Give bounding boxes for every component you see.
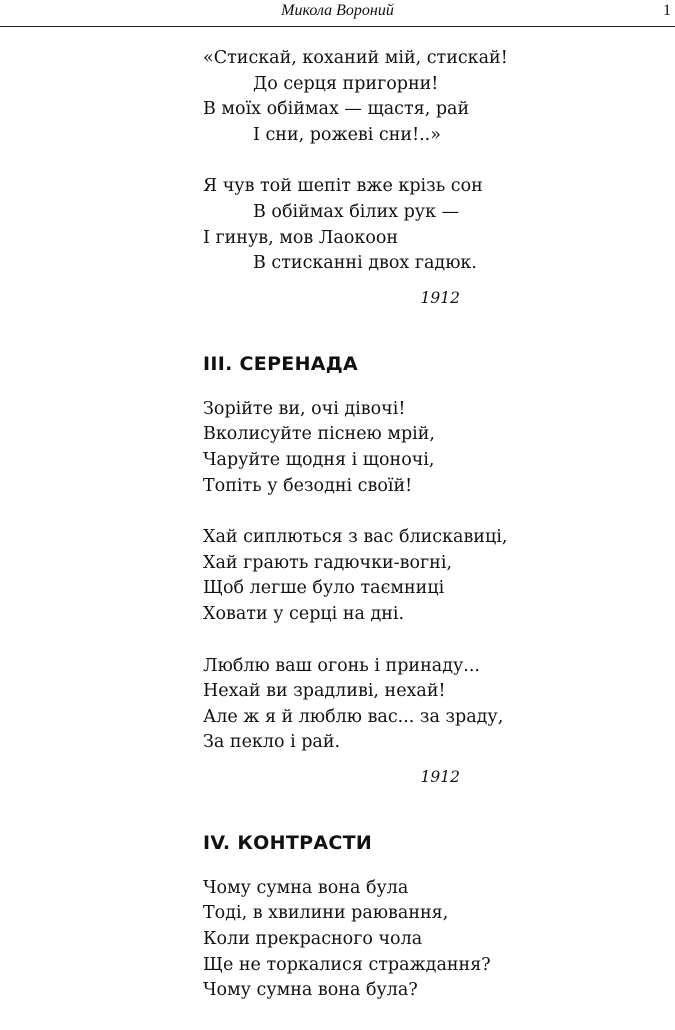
verse-line: Чому сумна вона була? [203,980,418,1001]
verse-line: Вколисуйте піснею мрій, [203,424,435,445]
verse-line: В стисканні двох гадюк. [253,253,477,274]
verse-line: Але ж я й люблю вас... за зраду, [203,706,504,727]
verse-line: Ховати у серці на дні. [203,603,405,624]
verse-line: За пекло і рай. [203,732,341,753]
verse-line: Хай грають гадючки-вогні, [203,552,453,573]
verse-line: Топіть у безодні своїй! [203,475,413,496]
page-number: 1 [663,2,671,19]
stanza [203,525,643,627]
stanza [203,876,643,1004]
stanza [203,654,643,756]
verse-line: І сни, рожеві сни!..» [253,124,441,145]
verse-line: «Стискай, коханий мій, стискай! [203,48,508,68]
verse-line: Нехай ви зрадливі, нехай! [203,681,446,702]
page-header [0,0,675,27]
verse-line: Тоді, в хвилини раювання, [203,903,449,924]
verse-line: В обіймах білих рук — [253,201,460,222]
poem-date: 1912 [420,767,460,786]
verse-line: Зорійте ви, очі дівочі! [203,398,406,419]
verse-line: І гинув, мов Лаокоон [203,227,399,248]
verse-line: В моїх обіймах — щастя, рай [203,99,470,120]
verse-line: Коли прекрасного чола [203,929,423,950]
stanza [203,46,643,148]
page-content [203,46,643,1030]
verse-line: Щоб легше було таємниці [203,578,445,599]
poem-title-serenade: ІІІ. СЕРЕНАДА [203,352,358,375]
stanza [203,174,643,276]
verse-line: Я чув той шепіт вже крізь сон [203,176,483,197]
verse-line: Чаруйте щодня і щоночі, [203,449,435,470]
poem-title-contrasts: IV. КОНТРАСТИ [203,831,373,854]
verse-line: До серця пригорни! [253,73,439,94]
verse-line: Чому сумна вона була [203,877,409,898]
verse-line: Люблю ваш огонь і принаду... [203,655,480,676]
poem-date: 1912 [420,288,460,307]
running-header-author: Микола Вороний [281,2,394,19]
verse-line: Ще не торкалися страждання? [203,954,491,975]
verse-line: Хай сиплються з вас блискавиці, [203,527,508,548]
stanza [203,397,643,499]
